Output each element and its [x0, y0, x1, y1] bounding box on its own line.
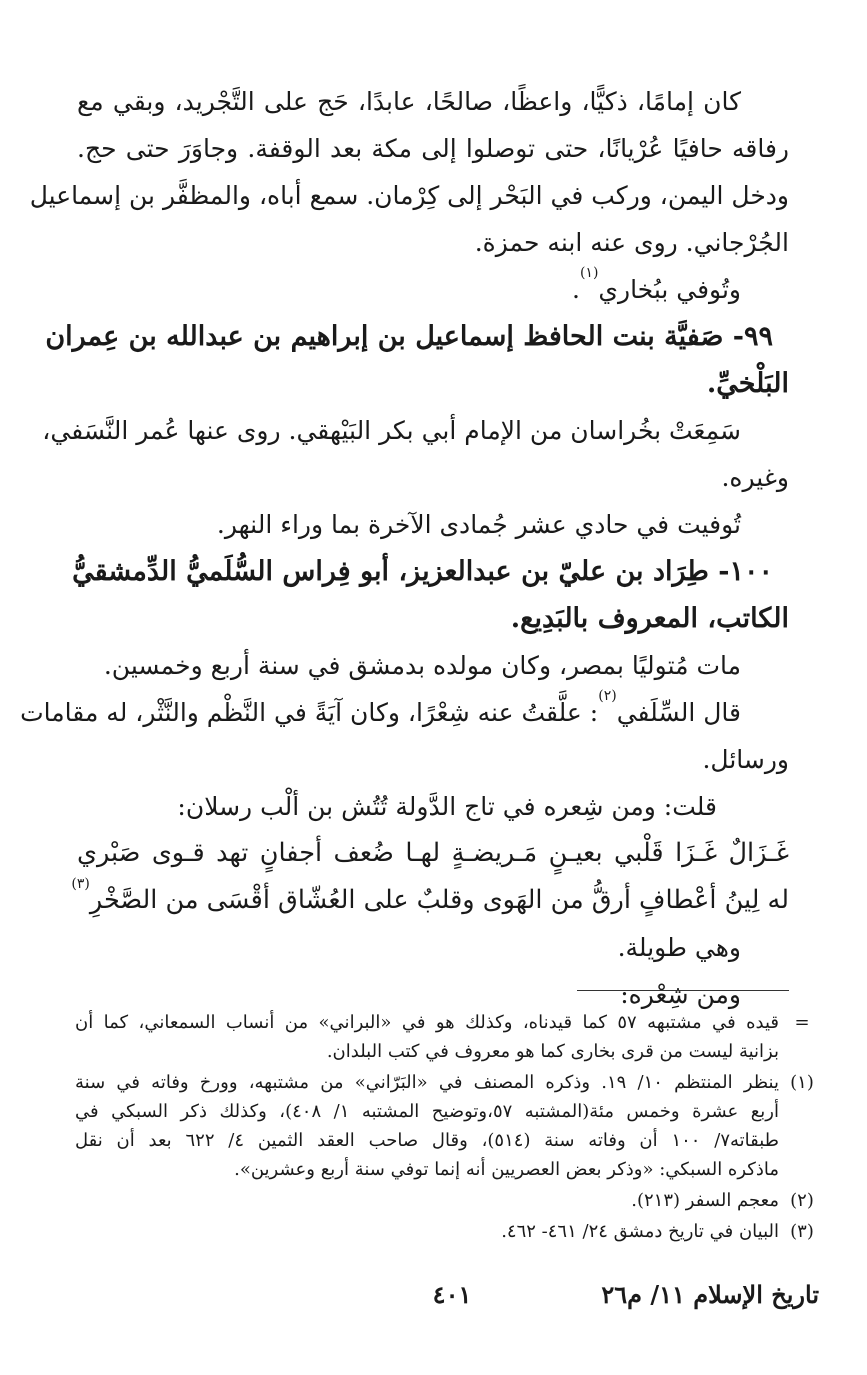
main-text — [20, 78, 789, 1018]
footnote-line: ماذكره السبكي: «وذكر بعض العصريين أنه إنما توفي سنة أربع وعشرين». — [234, 1159, 779, 1180]
entry-heading: البَلْخيِّ. — [706, 368, 789, 399]
footnote-divider — [577, 990, 789, 991]
footnote — [75, 1008, 825, 1066]
footnote-text — [75, 1068, 779, 1184]
text-line: ودخل اليمن، وركب في البَحْر إلى كِرْمان. سمع أباه، والمظفَّر بن إسماعيل — [29, 181, 789, 210]
text-line: ومن شِعْره: — [620, 980, 741, 1009]
period: . — [572, 275, 580, 304]
footnote-line: البيان في تاريخ دمشق ٢٤/ ٤٦١- ٤٦٢. — [501, 1221, 779, 1242]
entry-heading: ٩٩- صَفيَّة بنت الحافظ إسماعيل بن إبراهيم بن عبدالله بن عِمران — [45, 321, 773, 352]
text-line: الجُرْجاني. روى عنه ابنه حمزة. — [474, 228, 789, 257]
poem-verse — [71, 876, 789, 924]
footnote — [75, 1186, 825, 1215]
footnote-mark: (٣) — [790, 1221, 814, 1242]
text-line: مات مُتوليًا بمصر، وكان مولده بدمشق في سنة أربع وخمسين. — [103, 651, 741, 680]
text-line — [77, 266, 789, 313]
footnote-line: قيده في مشتبهه ٥٧ كما قيدناه، وكذلك هو في «البراني» من أنساب السمعاني، كما أن — [75, 1012, 779, 1033]
footnote-mark: = — [794, 1012, 810, 1033]
entry-heading: الكاتب، المعروف بالبَدِيع. — [510, 603, 789, 634]
footnote-line: بزانية ليست من قرى بخارى كما هو معروف في كتب البلدان. — [326, 1041, 779, 1062]
footnote-text — [75, 1008, 779, 1066]
footnote — [75, 1068, 825, 1184]
footnote-line: طبقاته٧/ ١٠٠ أن وفاته سنة (٥١٤)، وقال صاحب العقد الثمين ٤/ ٦٢٢ بعد أن نقل — [75, 1130, 779, 1151]
poem-verse — [77, 830, 789, 877]
footnote-line: أربع عشرة وخمس مئة(المشتبه ٥٧،وتوضيح المشتبه ١/ ٤٠٨)، وكذلك ذكر السبكي في — [75, 1101, 779, 1122]
footnote-mark: (٢) — [790, 1190, 814, 1211]
footnote-ref: (٢) — [598, 688, 617, 704]
entry-heading: ١٠٠- طِرَاد بن عليّ بن عبدالعزيز، أبو فِراس السُّلَميُّ الدِّمشقيُّ — [72, 556, 773, 587]
footnote-text — [75, 1186, 779, 1215]
text-line: رفاقه حافيًا عُرْيانًا، حتى توصلوا إلى مكة بعد الوقفة. وجاوَرَ حتى حج. — [77, 134, 789, 163]
text-line — [20, 688, 789, 736]
running-title: تاريخ الإسلام ١١/ م٢٦ — [601, 1280, 819, 1309]
footnote-ref: (٣) — [71, 876, 90, 892]
text-line: وغيره. — [721, 463, 789, 492]
verse-text: له لِينُ أعْطافٍ أرقُّ من الهَوى وقلبٌ على العُشّاق أقْسَى من الصَّخْرِ — [89, 885, 789, 915]
footnote-ref: (١) — [579, 265, 599, 281]
quote-before: قال السِّلَفي — [616, 698, 741, 727]
text-line: سَمِعَتْ بخُراسان من الإمام أبي بكر البَيْهقي. روى عنها عُمر النَّسَفي، — [42, 416, 741, 445]
text-line: قلت: ومن شِعره في تاج الدَّولة تُتُش بن ألْب رسلان: — [177, 792, 717, 821]
page-footer — [57, 1280, 819, 1309]
text-line: وهي طويلة. — [617, 933, 741, 962]
text-line: ورسائل. — [702, 745, 789, 774]
footnotes — [75, 1008, 825, 1248]
text-line: تُوفيت في حادي عشر جُمادى الآخرة بما وراء النهر. — [216, 510, 741, 539]
footnote-mark: (١) — [790, 1072, 814, 1093]
page-number: ٤٠١ — [432, 1280, 472, 1309]
death-text: وتُوفي ببُخاري — [598, 275, 741, 304]
text-line: كان إمامًا، ذكيًّا، واعظًا، صالحًا، عابدًا، حَج على التَّجْريد، وبقي مع — [77, 87, 741, 116]
footnote-line: ينظر المنتظم ١٠/ ١٩. وذكره المصنف في «البَرّاني» من مشتبهه، وورخ وفاته في سنة — [75, 1072, 779, 1093]
footnote-line: معجم السفر (٢١٣). — [631, 1190, 779, 1211]
footnote-text — [75, 1217, 779, 1246]
verse-text: غَـزَالٌ غَـزَا قَلْبي بعيـنٍ مَـريضـةٍ لهـا ضُعف أجفانٍ تهد قـوى صَبْري — [77, 838, 789, 868]
quote-after: : علَّقتُ عنه شِعْرًا، وكان آيَةً في النَّظْم والنَّثْر، له مقامات — [20, 698, 599, 727]
footnote — [75, 1217, 825, 1246]
